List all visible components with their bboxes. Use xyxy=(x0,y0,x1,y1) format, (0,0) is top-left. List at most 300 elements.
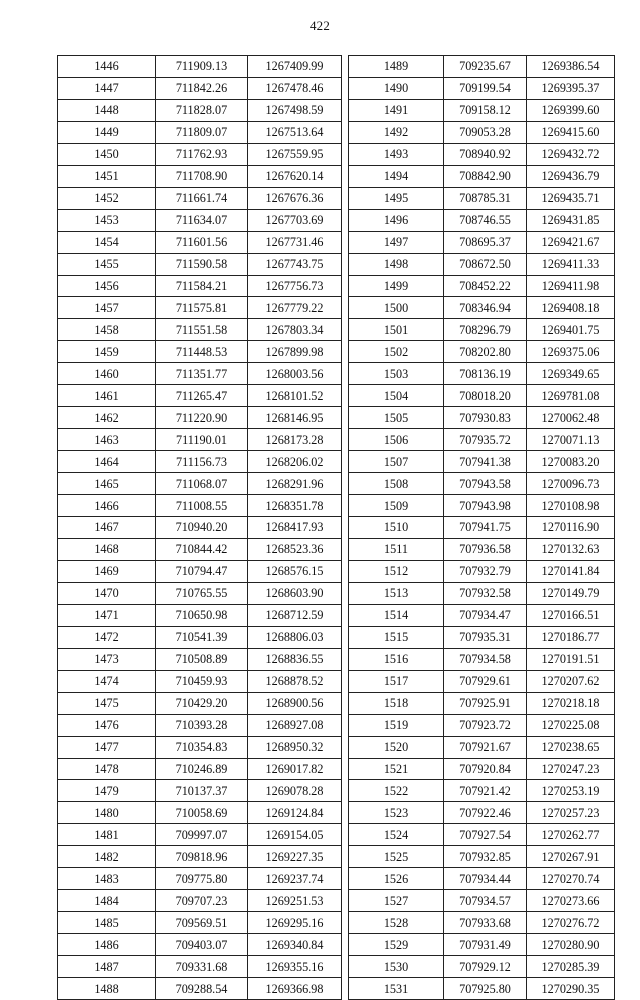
point-number-cell: 1476 xyxy=(58,714,156,736)
point-number-cell: 1447 xyxy=(58,77,156,99)
point-number-cell: 1482 xyxy=(58,846,156,868)
point-number-cell: 1521 xyxy=(349,758,444,780)
x-coordinate-cell: 711809.07 xyxy=(156,121,248,143)
table-row xyxy=(349,978,615,1000)
x-coordinate-cell: 711551.58 xyxy=(156,319,248,341)
x-coordinate-cell: 708136.19 xyxy=(444,363,527,385)
x-coordinate-cell: 711156.73 xyxy=(156,451,248,473)
y-coordinate-cell: 1268351.78 xyxy=(248,495,342,517)
x-coordinate-cell: 711190.01 xyxy=(156,429,248,451)
point-number-cell: 1517 xyxy=(349,670,444,692)
x-coordinate-cell: 707932.58 xyxy=(444,582,527,604)
table-row xyxy=(58,143,342,165)
y-coordinate-cell: 1270108.98 xyxy=(527,495,615,517)
point-number-cell: 1518 xyxy=(349,692,444,714)
table-row xyxy=(58,517,342,539)
table-row xyxy=(349,868,615,890)
point-number-cell: 1456 xyxy=(58,275,156,297)
x-coordinate-cell: 711575.81 xyxy=(156,297,248,319)
point-number-cell: 1497 xyxy=(349,231,444,253)
table-row xyxy=(349,692,615,714)
point-number-cell: 1509 xyxy=(349,495,444,517)
y-coordinate-cell: 1270270.74 xyxy=(527,868,615,890)
y-coordinate-cell: 1267731.46 xyxy=(248,231,342,253)
point-number-cell: 1512 xyxy=(349,560,444,582)
point-number-cell: 1477 xyxy=(58,736,156,758)
table-row xyxy=(349,385,615,407)
table-row xyxy=(58,868,342,890)
y-coordinate-cell: 1270166.51 xyxy=(527,604,615,626)
y-coordinate-cell: 1269237.74 xyxy=(248,868,342,890)
coordinates-table-left xyxy=(57,55,342,1000)
x-coordinate-cell: 707921.67 xyxy=(444,736,527,758)
y-coordinate-cell: 1268291.96 xyxy=(248,473,342,495)
table-row xyxy=(349,802,615,824)
point-number-cell: 1483 xyxy=(58,868,156,890)
point-number-cell: 1471 xyxy=(58,604,156,626)
table-row xyxy=(58,648,342,670)
point-number-cell: 1490 xyxy=(349,77,444,99)
table-row xyxy=(58,451,342,473)
x-coordinate-cell: 711828.07 xyxy=(156,99,248,121)
y-coordinate-cell: 1268417.93 xyxy=(248,517,342,539)
point-number-cell: 1524 xyxy=(349,824,444,846)
y-coordinate-cell: 1269399.60 xyxy=(527,99,615,121)
y-coordinate-cell: 1268576.15 xyxy=(248,560,342,582)
table-row xyxy=(349,648,615,670)
point-number-cell: 1458 xyxy=(58,319,156,341)
page-number: 422 xyxy=(309,18,331,33)
point-number-cell: 1504 xyxy=(349,385,444,407)
point-number-cell: 1506 xyxy=(349,429,444,451)
x-coordinate-cell: 711068.07 xyxy=(156,473,248,495)
y-coordinate-cell: 1269431.85 xyxy=(527,209,615,231)
x-coordinate-cell: 709569.51 xyxy=(156,912,248,934)
y-coordinate-cell: 1268950.32 xyxy=(248,736,342,758)
y-coordinate-cell: 1268927.08 xyxy=(248,714,342,736)
table-row xyxy=(349,670,615,692)
y-coordinate-cell: 1267478.46 xyxy=(248,77,342,99)
x-coordinate-cell: 707929.61 xyxy=(444,670,527,692)
point-number-cell: 1526 xyxy=(349,868,444,890)
point-number-cell: 1468 xyxy=(58,538,156,560)
y-coordinate-cell: 1269355.16 xyxy=(248,956,342,978)
table-row xyxy=(58,714,342,736)
y-coordinate-cell: 1270273.66 xyxy=(527,890,615,912)
y-coordinate-cell: 1270062.48 xyxy=(527,407,615,429)
point-number-cell: 1528 xyxy=(349,912,444,934)
table-row xyxy=(58,758,342,780)
table-row xyxy=(58,165,342,187)
table-row xyxy=(58,692,342,714)
table-row xyxy=(58,99,342,121)
y-coordinate-cell: 1269295.16 xyxy=(248,912,342,934)
x-coordinate-cell: 710844.42 xyxy=(156,538,248,560)
y-coordinate-cell: 1268003.56 xyxy=(248,363,342,385)
point-number-cell: 1479 xyxy=(58,780,156,802)
y-coordinate-cell: 1267756.73 xyxy=(248,275,342,297)
point-number-cell: 1498 xyxy=(349,253,444,275)
x-coordinate-cell: 711590.58 xyxy=(156,253,248,275)
table-row xyxy=(349,495,615,517)
table-row xyxy=(349,890,615,912)
x-coordinate-cell: 711351.77 xyxy=(156,363,248,385)
point-number-cell: 1475 xyxy=(58,692,156,714)
table-row xyxy=(349,560,615,582)
point-number-cell: 1446 xyxy=(58,56,156,78)
point-number-cell: 1474 xyxy=(58,670,156,692)
y-coordinate-cell: 1267743.75 xyxy=(248,253,342,275)
y-coordinate-cell: 1269421.67 xyxy=(527,231,615,253)
table-row xyxy=(58,407,342,429)
table-row xyxy=(349,363,615,385)
x-coordinate-cell: 707933.68 xyxy=(444,912,527,934)
table-row xyxy=(349,912,615,934)
point-number-cell: 1459 xyxy=(58,341,156,363)
y-coordinate-cell: 1270096.73 xyxy=(527,473,615,495)
y-coordinate-cell: 1268878.52 xyxy=(248,670,342,692)
x-coordinate-cell: 709707.23 xyxy=(156,890,248,912)
x-coordinate-cell: 707941.38 xyxy=(444,451,527,473)
point-number-cell: 1489 xyxy=(349,56,444,78)
point-number-cell: 1478 xyxy=(58,758,156,780)
point-number-cell: 1523 xyxy=(349,802,444,824)
y-coordinate-cell: 1269078.28 xyxy=(248,780,342,802)
x-coordinate-cell: 708018.20 xyxy=(444,385,527,407)
x-coordinate-cell: 711634.07 xyxy=(156,209,248,231)
x-coordinate-cell: 709053.28 xyxy=(444,121,527,143)
x-coordinate-cell: 709158.12 xyxy=(444,99,527,121)
table-row xyxy=(58,846,342,868)
point-number-cell: 1451 xyxy=(58,165,156,187)
y-coordinate-cell: 1267513.64 xyxy=(248,121,342,143)
y-coordinate-cell: 1269401.75 xyxy=(527,319,615,341)
x-coordinate-cell: 708940.92 xyxy=(444,143,527,165)
table-row xyxy=(58,429,342,451)
point-number-cell: 1519 xyxy=(349,714,444,736)
table-row xyxy=(349,143,615,165)
table-row xyxy=(58,341,342,363)
x-coordinate-cell: 711708.90 xyxy=(156,165,248,187)
x-coordinate-cell: 707935.31 xyxy=(444,626,527,648)
table-row xyxy=(58,736,342,758)
point-number-cell: 1493 xyxy=(349,143,444,165)
x-coordinate-cell: 709331.68 xyxy=(156,956,248,978)
y-coordinate-cell: 1269415.60 xyxy=(527,121,615,143)
y-coordinate-cell: 1267779.22 xyxy=(248,297,342,319)
y-coordinate-cell: 1269154.05 xyxy=(248,824,342,846)
y-coordinate-cell: 1268836.55 xyxy=(248,648,342,670)
table-row xyxy=(58,297,342,319)
point-number-cell: 1527 xyxy=(349,890,444,912)
y-coordinate-cell: 1267498.59 xyxy=(248,99,342,121)
x-coordinate-cell: 708452.22 xyxy=(444,275,527,297)
point-number-cell: 1455 xyxy=(58,253,156,275)
x-coordinate-cell: 711265.47 xyxy=(156,385,248,407)
y-coordinate-cell: 1269124.84 xyxy=(248,802,342,824)
y-coordinate-cell: 1269375.06 xyxy=(527,341,615,363)
point-number-cell: 1484 xyxy=(58,890,156,912)
point-number-cell: 1480 xyxy=(58,802,156,824)
y-coordinate-cell: 1269366.98 xyxy=(248,978,342,1000)
y-coordinate-cell: 1270132.63 xyxy=(527,538,615,560)
x-coordinate-cell: 710058.69 xyxy=(156,802,248,824)
x-coordinate-cell: 710459.93 xyxy=(156,670,248,692)
table-row xyxy=(349,846,615,868)
point-number-cell: 1513 xyxy=(349,582,444,604)
x-coordinate-cell: 707934.44 xyxy=(444,868,527,890)
table-row xyxy=(58,956,342,978)
y-coordinate-cell: 1270262.77 xyxy=(527,824,615,846)
point-number-cell: 1449 xyxy=(58,121,156,143)
point-number-cell: 1502 xyxy=(349,341,444,363)
y-coordinate-cell: 1269435.71 xyxy=(527,187,615,209)
point-number-cell: 1525 xyxy=(349,846,444,868)
point-number-cell: 1496 xyxy=(349,209,444,231)
point-number-cell: 1464 xyxy=(58,451,156,473)
point-number-cell: 1452 xyxy=(58,187,156,209)
y-coordinate-cell: 1269227.35 xyxy=(248,846,342,868)
x-coordinate-cell: 711220.90 xyxy=(156,407,248,429)
point-number-cell: 1522 xyxy=(349,780,444,802)
table-row xyxy=(349,824,615,846)
x-coordinate-cell: 709775.80 xyxy=(156,868,248,890)
table-row xyxy=(58,77,342,99)
x-coordinate-cell: 711601.56 xyxy=(156,231,248,253)
x-coordinate-cell: 710354.83 xyxy=(156,736,248,758)
x-coordinate-cell: 711762.93 xyxy=(156,143,248,165)
x-coordinate-cell: 709997.07 xyxy=(156,824,248,846)
table-row xyxy=(349,956,615,978)
x-coordinate-cell: 709235.67 xyxy=(444,56,527,78)
point-number-cell: 1492 xyxy=(349,121,444,143)
table-row xyxy=(349,604,615,626)
x-coordinate-cell: 708695.37 xyxy=(444,231,527,253)
point-number-cell: 1470 xyxy=(58,582,156,604)
x-coordinate-cell: 708842.90 xyxy=(444,165,527,187)
x-coordinate-cell: 710393.28 xyxy=(156,714,248,736)
x-coordinate-cell: 708785.31 xyxy=(444,187,527,209)
x-coordinate-cell: 709818.96 xyxy=(156,846,248,868)
table-row xyxy=(58,824,342,846)
table-row xyxy=(349,99,615,121)
table-row xyxy=(58,802,342,824)
table-row xyxy=(349,626,615,648)
point-number-cell: 1469 xyxy=(58,560,156,582)
y-coordinate-cell: 1267559.95 xyxy=(248,143,342,165)
table-row xyxy=(58,538,342,560)
y-coordinate-cell: 1270290.35 xyxy=(527,978,615,1000)
y-coordinate-cell: 1270191.51 xyxy=(527,648,615,670)
table-row xyxy=(349,758,615,780)
point-number-cell: 1467 xyxy=(58,517,156,539)
x-coordinate-cell: 709199.54 xyxy=(444,77,527,99)
x-coordinate-cell: 711661.74 xyxy=(156,187,248,209)
y-coordinate-cell: 1267409.99 xyxy=(248,56,342,78)
x-coordinate-cell: 710940.20 xyxy=(156,517,248,539)
x-coordinate-cell: 711448.53 xyxy=(156,341,248,363)
table-row xyxy=(349,407,615,429)
y-coordinate-cell: 1269411.98 xyxy=(527,275,615,297)
table-row xyxy=(58,473,342,495)
x-coordinate-cell: 709403.07 xyxy=(156,934,248,956)
x-coordinate-cell: 708202.80 xyxy=(444,341,527,363)
x-coordinate-cell: 707929.12 xyxy=(444,956,527,978)
x-coordinate-cell: 707941.75 xyxy=(444,517,527,539)
table-row xyxy=(349,231,615,253)
x-coordinate-cell: 710765.55 xyxy=(156,582,248,604)
point-number-cell: 1515 xyxy=(349,626,444,648)
table-body xyxy=(349,56,615,1000)
point-number-cell: 1508 xyxy=(349,473,444,495)
y-coordinate-cell: 1270280.90 xyxy=(527,934,615,956)
point-number-cell: 1516 xyxy=(349,648,444,670)
y-coordinate-cell: 1269340.84 xyxy=(248,934,342,956)
table-row xyxy=(58,890,342,912)
y-coordinate-cell: 1270116.90 xyxy=(527,517,615,539)
x-coordinate-cell: 707934.47 xyxy=(444,604,527,626)
point-number-cell: 1461 xyxy=(58,385,156,407)
y-coordinate-cell: 1270083.20 xyxy=(527,451,615,473)
coordinates-table-right xyxy=(348,55,615,1000)
table-row xyxy=(58,934,342,956)
x-coordinate-cell: 710650.98 xyxy=(156,604,248,626)
point-number-cell: 1488 xyxy=(58,978,156,1000)
point-number-cell: 1465 xyxy=(58,473,156,495)
x-coordinate-cell: 707943.98 xyxy=(444,495,527,517)
point-number-cell: 1530 xyxy=(349,956,444,978)
table-row xyxy=(58,187,342,209)
point-number-cell: 1491 xyxy=(349,99,444,121)
y-coordinate-cell: 1268603.90 xyxy=(248,582,342,604)
table-row xyxy=(349,582,615,604)
x-coordinate-cell: 710508.89 xyxy=(156,648,248,670)
table-row xyxy=(349,473,615,495)
point-number-cell: 1500 xyxy=(349,297,444,319)
table-row xyxy=(349,517,615,539)
y-coordinate-cell: 1270225.08 xyxy=(527,714,615,736)
table-row xyxy=(58,231,342,253)
point-number-cell: 1460 xyxy=(58,363,156,385)
table-row xyxy=(349,165,615,187)
table-row xyxy=(349,780,615,802)
point-number-cell: 1454 xyxy=(58,231,156,253)
x-coordinate-cell: 711842.26 xyxy=(156,77,248,99)
table-row xyxy=(349,538,615,560)
table-row xyxy=(349,297,615,319)
y-coordinate-cell: 1270207.62 xyxy=(527,670,615,692)
x-coordinate-cell: 707930.83 xyxy=(444,407,527,429)
y-coordinate-cell: 1269017.82 xyxy=(248,758,342,780)
table-row xyxy=(58,209,342,231)
point-number-cell: 1494 xyxy=(349,165,444,187)
x-coordinate-cell: 711909.13 xyxy=(156,56,248,78)
x-coordinate-cell: 710541.39 xyxy=(156,626,248,648)
y-coordinate-cell: 1267899.98 xyxy=(248,341,342,363)
y-coordinate-cell: 1269781.08 xyxy=(527,385,615,407)
table-row xyxy=(58,56,342,78)
table-row xyxy=(58,978,342,1000)
x-coordinate-cell: 707927.54 xyxy=(444,824,527,846)
y-coordinate-cell: 1269349.65 xyxy=(527,363,615,385)
x-coordinate-cell: 707931.49 xyxy=(444,934,527,956)
x-coordinate-cell: 710794.47 xyxy=(156,560,248,582)
y-coordinate-cell: 1270285.39 xyxy=(527,956,615,978)
point-number-cell: 1499 xyxy=(349,275,444,297)
table-row xyxy=(58,912,342,934)
table-row xyxy=(58,275,342,297)
x-coordinate-cell: 710246.89 xyxy=(156,758,248,780)
table-row xyxy=(349,319,615,341)
x-coordinate-cell: 707934.57 xyxy=(444,890,527,912)
table-row xyxy=(349,56,615,78)
y-coordinate-cell: 1270141.84 xyxy=(527,560,615,582)
table-row xyxy=(58,670,342,692)
y-coordinate-cell: 1270276.72 xyxy=(527,912,615,934)
point-number-cell: 1486 xyxy=(58,934,156,956)
point-number-cell: 1466 xyxy=(58,495,156,517)
table-row xyxy=(349,714,615,736)
y-coordinate-cell: 1269411.33 xyxy=(527,253,615,275)
x-coordinate-cell: 707943.58 xyxy=(444,473,527,495)
table-row xyxy=(58,121,342,143)
x-coordinate-cell: 707936.58 xyxy=(444,538,527,560)
y-coordinate-cell: 1270238.65 xyxy=(527,736,615,758)
table-row xyxy=(349,736,615,758)
table-row xyxy=(349,341,615,363)
table-row xyxy=(349,275,615,297)
table-row xyxy=(349,934,615,956)
table-row xyxy=(58,363,342,385)
table-row xyxy=(58,582,342,604)
y-coordinate-cell: 1270253.19 xyxy=(527,780,615,802)
x-coordinate-cell: 708672.50 xyxy=(444,253,527,275)
point-number-cell: 1472 xyxy=(58,626,156,648)
point-number-cell: 1481 xyxy=(58,824,156,846)
x-coordinate-cell: 707921.42 xyxy=(444,780,527,802)
x-coordinate-cell: 711008.55 xyxy=(156,495,248,517)
table-row xyxy=(349,77,615,99)
point-number-cell: 1511 xyxy=(349,538,444,560)
x-coordinate-cell: 711584.21 xyxy=(156,275,248,297)
y-coordinate-cell: 1269386.54 xyxy=(527,56,615,78)
table-row xyxy=(349,451,615,473)
x-coordinate-cell: 708296.79 xyxy=(444,319,527,341)
point-number-cell: 1529 xyxy=(349,934,444,956)
y-coordinate-cell: 1268900.56 xyxy=(248,692,342,714)
point-number-cell: 1462 xyxy=(58,407,156,429)
y-coordinate-cell: 1270186.77 xyxy=(527,626,615,648)
table-row xyxy=(58,560,342,582)
y-coordinate-cell: 1267703.69 xyxy=(248,209,342,231)
point-number-cell: 1514 xyxy=(349,604,444,626)
y-coordinate-cell: 1267803.34 xyxy=(248,319,342,341)
table-row xyxy=(349,253,615,275)
table-row xyxy=(58,385,342,407)
point-number-cell: 1507 xyxy=(349,451,444,473)
point-number-cell: 1485 xyxy=(58,912,156,934)
table-row xyxy=(349,121,615,143)
y-coordinate-cell: 1269436.79 xyxy=(527,165,615,187)
y-coordinate-cell: 1270257.23 xyxy=(527,802,615,824)
y-coordinate-cell: 1268173.28 xyxy=(248,429,342,451)
table-row xyxy=(58,626,342,648)
point-number-cell: 1520 xyxy=(349,736,444,758)
y-coordinate-cell: 1270071.13 xyxy=(527,429,615,451)
y-coordinate-cell: 1269395.37 xyxy=(527,77,615,99)
point-number-cell: 1450 xyxy=(58,143,156,165)
point-number-cell: 1495 xyxy=(349,187,444,209)
